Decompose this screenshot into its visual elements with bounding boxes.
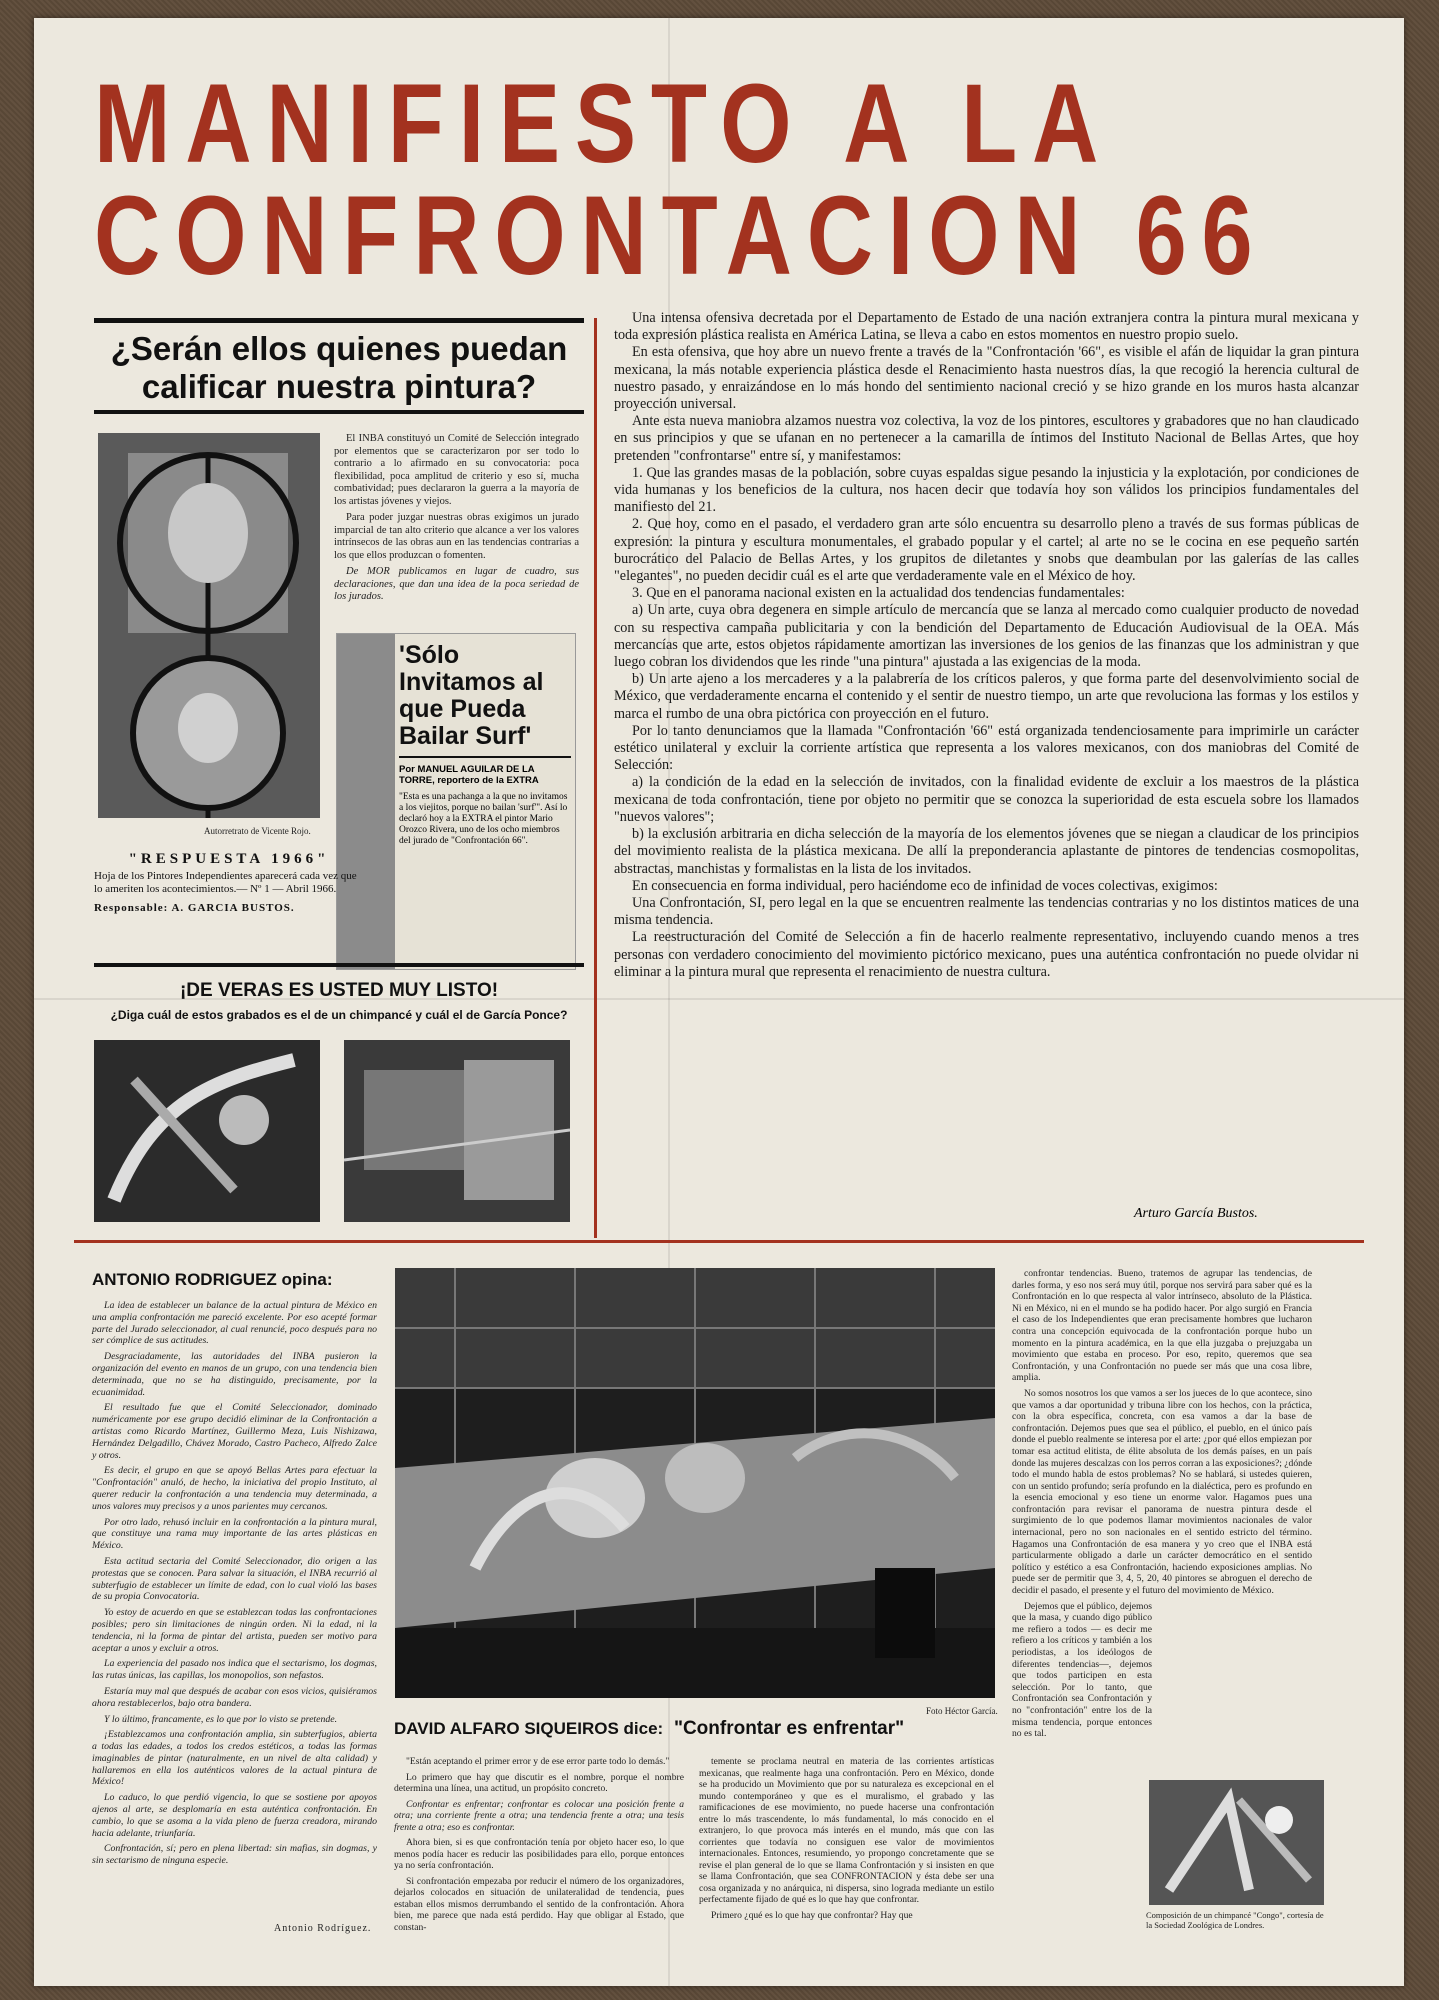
rodriguez-paragraph: Yo estoy de acuerdo en que se establezcan todas las confrontaciones posibles; pero sin limitaciones de ningún orden. Ni la edad, ni la tendencia, ni la forma de pintar del artista, pueden ser motivo para aceptar a unos y excluir a otros. <box>92 1607 377 1654</box>
respuesta-text: Hoja de los Pintores Independientes aparecerá cada vez que lo ameriten los acontecimientos.— Nº 1 — Abril 1966. <box>94 870 357 895</box>
manifesto-paragraph: En esta ofensiva, que hoy abre un nuevo frente a través de la "Confrontación '66", es visible el afán de liquidar la gran pintura mexicana, la más notable experiencia plástica desde el Renacimiento hasta nuestros días, la que recogió la herencia cultural de nuestro pasado, y enraizándose en lo más hondo del sentimiento nacional creció y se hizo grande en los muros hasta alcanzar proyección universal. <box>614 344 1359 413</box>
newspaper-clipping <box>336 633 576 970</box>
rodriguez-paragraph: Y lo último, francamente, es lo que por lo visto se pretende. <box>104 1713 338 1725</box>
respuesta-responsable: Responsable: A. GARCIA BUSTOS. <box>94 902 295 914</box>
siqueiros-paragraph: Dejemos que el público, dejemos que la masa, y cuando digo público me refiero a todos — es decir me refiero a los críticos y también a los periodistas, a los ideólogos de diferentes tendencias—, dejemos que todos participen en esta selección. Por lo tanto, que Confrontación sea Confrontación y no "confrontación" entre los de la misma tendencia, porque entonces no es tal. <box>1012 1600 1152 1740</box>
manifesto-paragraph: Por lo tanto denunciamos que la llamada "Confrontación '66" está organizada tendenciosamente para imprimirle un carácter estético unilateral y excluir la corriente artística que representa a los valores mexicanos, con dos maniobras del Comité de Selección: <box>614 722 1359 774</box>
manifesto-paragraph: b) la exclusión arbitraria en dicha selección de la mayoría de los elementos jóvenes que se niegan a claudicar de los principios del movimiento realista de la plástica mexicana. De allí la preponderancia aplastante de pintores de tendencias cosmopolitas, abstractas, manchistas y formalistas en la lista de los invitados. <box>614 826 1359 877</box>
title-line-2: CONFRONTACION 66 <box>94 173 1268 298</box>
poster-title <box>94 61 1268 298</box>
siqueiros-col-2 <box>699 1756 994 1925</box>
clipping-photo <box>337 634 395 969</box>
rodriguez-paragraph: La experiencia del pasado nos indica que el sectarismo, los dogmas, las rutas únicas, las capillas, los monopolios, son nefastos. <box>92 1658 377 1682</box>
rodriguez-headline: ANTONIO RODRIGUEZ opina: <box>92 1270 333 1289</box>
intro-paragraph: De MOR publicamos en lugar de cuadro, sus declaraciones, que dan una idea de la poca seriedad de los jurados. <box>334 566 579 602</box>
abstract-print-left <box>94 1040 320 1222</box>
quiz-headline: ¡DE VERAS ES USTED MUY LISTO! <box>179 980 499 1001</box>
siqueiros-paragraph: "Están aceptando el primer error y de ese error parte todo lo demás." <box>406 1756 670 1767</box>
manifesto-paragraph: La reestructuración del Comité de Selección a fin de hacerlo realmente representativo, incluyendo cuando menos a tres personas con verdadero conocimiento del movimiento pictórico mexicano, pues una auténtica confrontación no puede olvidar ni eliminar a la pintura mural que representa el renacimiento de nuestra cultura. <box>614 929 1359 980</box>
quiz-subheadline: ¿Diga cuál de estos grabados es el de un chimpancé y cuál el de García Ponce? <box>110 1008 568 1022</box>
respuesta-box <box>94 853 364 915</box>
rodriguez-paragraph: Estaría muy mal que después de acabar con esos vicios, quisiéramos ahora restablecerlos, bajo otra bandera. <box>92 1685 377 1709</box>
manifesto-paragraph: a) la condición de la edad en la selección de invitados, con la finalidad evidente de excluir a los maestros de la plástica mexicana de toda confrontación, tiene por objeto no permitir que se conozca la superioridad de esta escuela sobre los llamados "nuevos valores"; <box>614 774 1359 825</box>
abstract-print-right <box>344 1040 570 1222</box>
rodriguez-paragraph: Desgraciadamente, las autoridades del INBA pusieron la organización del evento en manos de un grupo, con una tendencia bien determinada, que no se ha distinguido, precisamente, por la ecuanimidad. <box>92 1351 377 1398</box>
manifesto-signature: Arturo García Bustos. <box>1134 1206 1258 1221</box>
black-rule <box>94 318 584 323</box>
manifesto-paragraph: Una Confrontación, SI, pero legal en la que se encuentren realmente las tendencias contrarias y no los distintos matices de una misma tendencia. <box>614 894 1359 929</box>
intro-paragraph: El INBA constituyó un Comité de Selección integrado por elementos que se caracterizaron por ser todo lo contrario a lo afirmado en su convocatoria: poca flexibilidad, poca amplitud de criterio y eso sí, mucha combatividad; pues declararon la guerra a la mayoría de los artistas jóvenes y viejos. <box>334 433 579 507</box>
poster <box>34 18 1404 1986</box>
self-portrait-photo <box>98 433 320 818</box>
manifesto-paragraph: 2. Que hoy, como en el pasado, el verdadero gran arte sólo encuentra su desarrollo pleno a través de sus formas públicas de expresión: la pintura y escultura monumentales, el grabado popular y el cartel; al arte no se le cocina en ese pequeño sartén burocrático del Palacio de Bellas Artes, y los grupitos de diletantes y snobs que deambulan por las galerías de las calles "elegantes", no pueden decidir cuál es el arte que verdaderamente vale en el México de hoy. <box>614 516 1359 585</box>
manifesto-text <box>614 310 1359 981</box>
siqueiros-paragraph: temente se proclama neutral en materia de las corrientes artísticas mexicanas, que realmente haga una confrontación. Pero en México, donde se ha producido un Movimiento que por su naturaleza es excepcional en el mundo contemporáneo y que es el muralismo, el grabado y las ramificaciones de ese movimiento, no puede hacerse una confrontación entre lo más trascendente, lo más fundamental, lo más conocido en el extranjero, lo que provoca más interés en el mundo, más que con las corrientes que todavía no consiguen ese valor de movimientos internacionales. Entonces, resumiendo, yo propongo concretamente que se revise el plan general de lo que se llama Confrontación y si insisten en que se llama Confrontación, que sea CONFRONTACION y ésta debe ser una cosa organizada y no anárquica, ni dispersa, sino lograda mediante un estilo perfectamente fijado de qué es lo que hay que confrontar. <box>699 1756 994 1905</box>
manifesto-paragraph: 1. Que las grandes masas de la población, sobre cuyas espaldas sigue pesando la injusticia y la explotación, por condiciones de vida humanas y los beneficios de la cultura, nos hacen decir que todavía hoy son válidos los principios fundamentales del manifiesto del 21. <box>614 464 1359 516</box>
clipping-headline: 'Sólo Invitamos al que Pueda Bailar Surf' <box>399 641 544 750</box>
rodriguez-paragraph: El resultado fue que el Comité Seleccionador, dominado numéricamente por ese grupo decidió eliminar de la Confrontación a artistas como Ricardo Martínez, Guillermo Meza, Luis Nishizawa, Hernández Delgadillo, Chávez Morado, Castro Pacheco, Alfredo Zalce y otros. <box>92 1402 377 1461</box>
left-intro-text <box>334 433 579 608</box>
respuesta-title: "RESPUESTA 1966" <box>128 851 330 867</box>
clipping-body: "Esta es una pachanga a la que no invitamos a los viejitos, porque no bailan 'surf'". Así lo declaró hoy a la EXTRA el pintor Mario Orozco Rivera, uno de los ocho miembros del jurado de "Confrontación 66". <box>399 792 568 846</box>
manifesto-paragraph: a) Un arte, cuya obra degenera en simple artículo de mercancía que se lanza al mercado como cualquier producto de novedad con su respectiva campaña publicitaria y con la bendición del Departamento de Educación Audiovisual de la OEA. Más mercancías que arte, estos objetos rápidamente amortizan las inversiones de los genios de las finanzas que los administran y que luego cobran los dividendos que les rinde "una pintura" ajustada a las exigencias de la moda. <box>614 602 1359 671</box>
siqueiros-headline-name: DAVID ALFARO SIQUEIROS dice: <box>394 1719 664 1738</box>
manifesto-paragraph: Ante esta nueva maniobra alzamos nuestra voz colectiva, la voz de los pintores, escultores y grabadores que no han claudicado en sus principios y que se ufanan en no pertenecer a la camarilla de íntimos del Instituto Nacional de Bellas Artes, que hoy pretenden "confrontarse" entre sí, y manifestamos: <box>614 413 1359 464</box>
mural-photo-caption: Foto Héctor García. <box>926 1706 998 1716</box>
rodriguez-text <box>92 1300 377 1871</box>
siqueiros-paragraph: Confrontar es enfrentar; confrontar es colocar una posición frente a otra; una corriente frente a otra; una tendencia frente a otra; una tesis frente a otra; eso es confrontar. <box>394 1798 684 1833</box>
rodriguez-paragraph: ¡Establezcamos una confrontación amplia, sin subterfugios, abierta a todas las edades, a todos los credos estéticos, a todas las formas imaginables de pintar (naturalmente, en un nivel de alta calidad) y hallaremos en ella los auténticos valores de la actual pintura de México! <box>92 1729 377 1788</box>
red-divider-vertical <box>594 318 597 1238</box>
siqueiros-paragraph: confrontar tendencias. Bueno, tratemos de agrupar las tendencias, de darles forma, y eso nos será muy útil, porque nos servirá para saber qué es la Confrontación en lo que respecta al valor intrínseco, absoluto de la Plástica. Ni en México, ni en el mundo se ha podido hacer. Por algo surgió en Francia el caso de los Independientes que eran precisamente hombres que lucharon contra una concepción equivocada de la confrontación porque hubo un momento en la pintura académica, en la que ella juzgaba o prejuzgaba un movimiento que estaba en proceso. Por eso, repito, queremos que sea Confrontación, y una Confrontación no puede ser más que una cosa libre, amplia. <box>1012 1268 1312 1384</box>
rodriguez-paragraph: Es decir, el grupo en que se apoyó Bellas Artes para efectuar la "Confrontación" anuló, de hecho, la iniciativa del propio Instituto, al querer reducir la confrontación a una tendencia muy determinada, a unos valores muy precisos y a unos parientes muy cercanos. <box>92 1465 377 1512</box>
siqueiros-headline-quote: "Confrontar es enfrentar" <box>673 1718 905 1739</box>
manifesto-paragraph: b) Un arte ajeno a los mercaderes y a la palabrería de los críticos paleros, y que forma parte del desenvolvimiento social de México, que verdaderamente encarna el contenido y el sentir de nuestro tiempo, un arte que revoluciona las formas y los estilos y marca el rumbo de una obra pictórica con proyección en el futuro. <box>614 671 1359 722</box>
black-rule <box>94 410 584 414</box>
manifesto-paragraph: Una intensa ofensiva decretada por el Departamento de Estado de una nación extranjera contra la pintura mural mexicana y toda expresión plástica realista en América Latina, se lleva a cabo en estos momentos en nuestro propio suelo. <box>614 310 1359 344</box>
intro-paragraph: Para poder juzgar nuestras obras exigimos un jurado imparcial de tan alto criterio que alcance a ver los valores intrínsecos de las obras aun en las tendencias contrarias a los que ellos produzcan o fomenten. <box>334 512 579 561</box>
rodriguez-paragraph: Por otro lado, rehusó incluir en la confrontación a la pintura mural, que constituye una rama muy importante de las artes plásticas en México. <box>92 1516 377 1552</box>
clipping-byline: Por MANUEL AGUILAR DE LA TORRE, reportero de la EXTRA <box>399 764 539 786</box>
siqueiros-paragraph: Primero ¿qué es lo que hay que confrontar? Hay que <box>711 1909 913 1921</box>
rodriguez-paragraph: La idea de establecer un balance de la actual pintura de México en una amplia confrontación me pareció excelente. Por eso acepté formar parte del Jurado seleccionador, al cual renuncié, poco después para no ser cómplice de sus actitudes. <box>92 1300 377 1347</box>
siqueiros-col-3 <box>1012 1268 1312 1744</box>
rodriguez-signature: Antonio Rodríguez. <box>274 1923 372 1934</box>
black-rule <box>94 963 584 967</box>
manifesto-paragraph: En consecuencia en forma individual, pero haciéndome eco de infinidad de voces colectivas, exigimos: <box>632 877 1218 894</box>
siqueiros-col-1 <box>394 1756 684 1937</box>
title-line-1: MANIFIESTO A LA <box>94 61 1114 186</box>
photo-caption: Autorretrato de Vicente Rojo. <box>204 826 311 836</box>
chimpanzee-caption: Composición de un chimpancé "Congo", cortesía de la Sociedad Zoológica de Londres. <box>1146 1910 1324 1930</box>
siqueiros-paragraph: No somos nosotros los que vamos a ser los jueces de lo que acontece, sino que vamos a dar oportunidad y tribuna libre con los hechos, con la práctica, con la obra específica, concreta, con esa vamos a dar la base de confrontación. Dejemos pues que sea el público, el pueblo, en el único país donde el pueblo realmente se interesa por el arte: ¿por qué ellos empiezan por tomar esa actitud elitista, de élite absoluta de los demás países, en un país donde las mujeres descalzas con los perros corran a las exposiciones?; ¿dónde todo el mundo habla de estos problemas? No se hablará, si ustedes quieren, con un sentido profundo; sería profundo en la dialéctica, pero es profundo en la esencia emocional y eso tiene un enorme valor. Hagamos pues una confrontación para revisar el panorama de nuestra pintura desde el surgimiento de lo que podemos llamar movimientos nacionales de valor internacional, pero no son nacionales en el sentido estricto del término. Hagamos una Confrontación de esa manera y yo creo que el INBA está particularmente obligado a darle un carácter democrático en el sentido político y estético a esa Confrontación, haciendo exposiciones amplias. No puede ser de permitir que 3, 4, 5, 20, 40 pintores se abroguen el derecho de decidir el pasado, el presente y el futuro del movimiento de México. <box>1012 1387 1312 1597</box>
manifesto-paragraph: 3. Que en el panorama nacional existen en la actualidad dos tendencias fundamentales: <box>632 585 1125 602</box>
mural-photo <box>395 1268 995 1698</box>
siqueiros-paragraph: Lo primero que hay que discutir es el nombre, porque el nombre determina una línea, una actitud, un propósito concreto. <box>394 1771 684 1794</box>
chimpanzee-painting <box>1149 1780 1324 1905</box>
rodriguez-paragraph: Confrontación, sí; pero en plena libertad: sin mafias, sin dogmas, y sin sectarismo de ninguna especie. <box>92 1843 377 1867</box>
red-divider-horizontal <box>74 1240 1364 1243</box>
siqueiros-paragraph: Ahora bien, si es que confrontación tenía por objeto hacer eso, lo que menos podía hacer es reducir las posibilidades para ello, porque entonces ya no sería confrontación. <box>394 1837 684 1871</box>
left-headline: ¿Serán ellos quienes puedan calificar nuestra pintura? <box>110 330 568 405</box>
siqueiros-paragraph: Si confrontación empezaba por reducir el número de los organizadores, dejarlos colocados en situación de unilateralidad de tendencia, pues estaban ellos mismos derrumbando el sentido de la confrontación. Ahora bien, me parece que nada está perdido. Hay que obligar al Estado, que constan- <box>394 1875 684 1933</box>
rodriguez-paragraph: Lo caduco, lo que perdió vigencia, lo que se sostiene por apoyos ajenos al arte, se desplomaría en esta auténtica confrontación. En cambio, lo que se asoma a la vida pleno de fuerza creadora, mirando hacia adelante, triunfaría. <box>92 1792 377 1839</box>
rodriguez-paragraph: Esta actitud sectaria del Comité Seleccionador, dio origen a las protestas que se conocen. Para salvar la situación, el INBA recurrió al subterfugio de establecer un límite de edad, con lo cual violó las bases de su propia Convocatoria. <box>92 1555 377 1603</box>
siqueiros-headline <box>394 1718 904 1740</box>
